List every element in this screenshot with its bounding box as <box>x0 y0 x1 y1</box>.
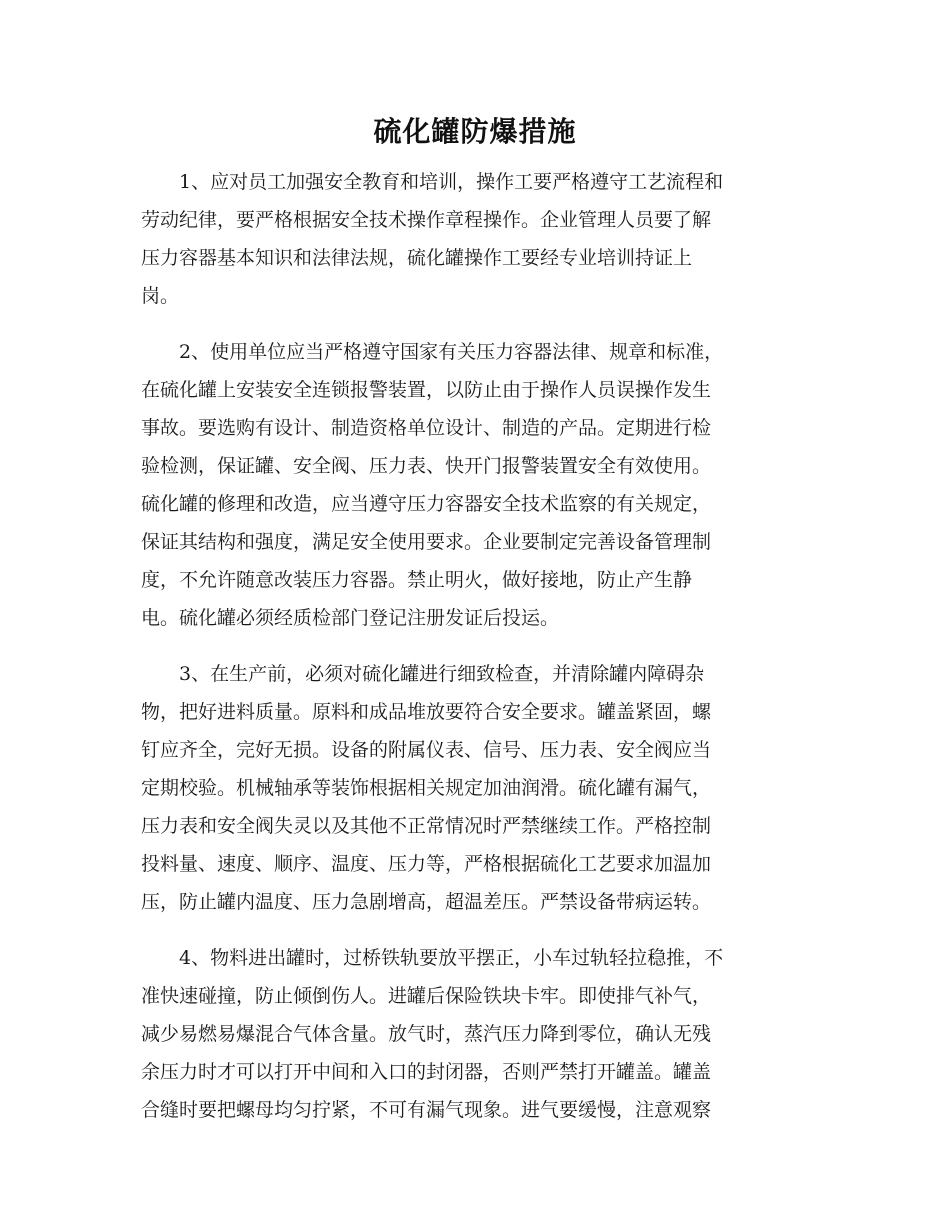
text-line: 钉应齐全，完好无损。设备的附属仪表、信号、压力表、安全阀应当 <box>141 739 712 761</box>
text-line: 验检测，保证罐、安全阀、压力表、快开门报警装置安全有效使用。 <box>141 455 712 477</box>
text-line: 2、使用单位应当严格遵守国家有关压力容器法律、规章和标准， <box>141 341 724 363</box>
text-line: 劳动纪律，要严格根据安全技术操作章程操作。企业管理人员要了解 <box>141 209 712 231</box>
text-line: 余压力时才可以打开中间和入口的封闭器，否则严禁打开罐盖。罐盖 <box>141 1061 712 1083</box>
text-line: 岗。 <box>141 285 180 307</box>
text-line: 减少易燃易爆混合气体含量。放气时，蒸汽压力降到零位，确认无残 <box>141 1023 712 1045</box>
text-line: 准快速碰撞，防止倾倒伤人。进罐后保险铁块卡牢。即使排气补气， <box>141 985 712 1007</box>
text-line: 合缝时要把螺母均匀拧紧，不可有漏气现象。进气要缓慢，注意观察 <box>141 1099 712 1121</box>
text-line: 硫化罐的修理和改造，应当遵守压力容器安全技术监察的有关规定， <box>141 493 712 515</box>
text-line: 度，不允许随意改装压力容器。禁止明火，做好接地，防止产生静 <box>141 569 693 591</box>
paragraph-2 <box>141 333 811 637</box>
text-line: 保证其结构和强度，满足安全使用要求。企业要制定完善设备管理制 <box>141 531 712 553</box>
text-line: 压力表和安全阀失灵以及其他不正常情况时严禁继续工作。严格控制 <box>141 815 712 837</box>
paragraph-4 <box>141 939 811 1129</box>
text-line: 电。硫化罐必须经质检部门登记注册发证后投运。 <box>141 607 560 629</box>
text-line: 3、在生产前，必须对硫化罐进行细致检查，并清除罐内障碍杂 <box>141 663 705 685</box>
text-line: 4、物料进出罐时，过桥铁轨要放平摆正，小车过轨轻拉稳推，不 <box>141 947 724 969</box>
text-line: 事故。要选购有设计、制造资格单位设计、制造的产品。定期进行检 <box>141 417 712 439</box>
text-line: 物，把好进料质量。原料和成品堆放要符合安全要求。罐盖紧固，螺 <box>141 701 712 723</box>
text-line: 1、应对员工加强安全教育和培训，操作工要严格遵守工艺流程和 <box>141 171 724 193</box>
text-line: 压，防止罐内温度、压力急剧增高，超温差压。严禁设备带病运转。 <box>141 891 712 913</box>
text-line: 在硫化罐上安装安全连锁报警装置，以防止由于操作人员误操作发生 <box>141 379 712 401</box>
paragraph-3 <box>141 655 811 921</box>
text-line: 投料量、速度、顺序、温度、压力等，严格根据硫化工艺要求加温加 <box>141 853 712 875</box>
text-line: 压力容器基本知识和法律法规，硫化罐操作工要经专业培训持证上 <box>141 247 693 269</box>
paragraph-1 <box>141 163 811 315</box>
text-line: 定期校验。机械轴承等装饰根据相关规定加油润滑。硫化罐有漏气， <box>141 777 712 799</box>
document-body <box>141 163 811 1147</box>
document-title: 硫化罐防爆措施 <box>373 115 577 148</box>
